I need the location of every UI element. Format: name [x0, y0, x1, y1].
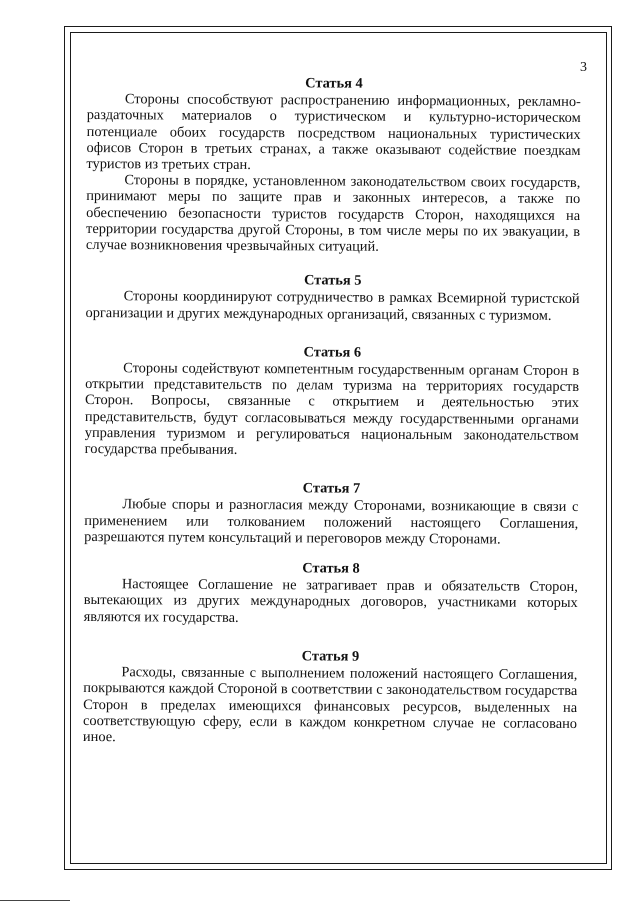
article-7 — [84, 479, 578, 548]
article-heading: Статья 8 — [302, 560, 360, 577]
article-heading: Статья 7 — [302, 480, 361, 497]
article-paragraph: Настоящее Соглашение не затрагивает прав и обязательств Сторон, вытекающих из других международных договоров, участниками которых являются их государства. — [83, 576, 578, 626]
article-paragraph: Стороны координируют сотрудничество в рамках Всемирной туристской организации и других международных организаций, связанных с туризмом. — [85, 288, 580, 324]
footer-rule — [0, 900, 70, 901]
page-number: 3 — [580, 60, 587, 75]
article-8 — [84, 559, 578, 628]
article-heading: Статья 6 — [303, 344, 362, 361]
article-paragraph: Расходы, связанные с выполнением положений настоящего Соглашения, покрываются каждой Стороной в соответствии с законодательством государства Сторон в пределах имеющихся финансовых ресурсов, выделенных на соответствующую сферу, если в каждом конкретном случае не согласовано иное. — [82, 664, 578, 746]
article-4 — [86, 74, 581, 256]
article-paragraph: Стороны содействуют компетентным государственным органам Сторон в открытии представительств по делам туризма на территориях государств Сторон. Вопросы, связанные с открытием и деятельностью этих представительств, будут согласовываться между государственными органами управления туризмом и регулироваться национальным законодательством государства пребывания. — [84, 360, 580, 458]
article-paragraph: Стороны в порядке, установленном законодательством своих государств, принимают меры по защите прав и законных интересов, а также по обеспечению безопасности туристов государств Сторон, находящихся на территории государства другой Стороны, в том числе меры по их эвакуации, в случае возникновения чрезвычайных ситуаций. — [85, 172, 581, 255]
article-9 — [83, 647, 578, 748]
article-6 — [85, 343, 580, 460]
article-paragraph: Любые споры и разногласия между Сторонами, возникающие в связи с применением или толкованием положений настоящего Соглашения, разрешаются путем консультаций и переговоров между Сторонами. — [84, 496, 579, 548]
document-body — [83, 74, 581, 748]
article-paragraph: Стороны способствуют распространению информационных, рекламно-раздаточных материалов о туристическом и культурно-историческом потенциале обоих государств посредством национальных туристических офисов Сторон в третьих странах, а также оказывают содействие поездкам туристов из третьих стран. — [86, 91, 581, 174]
article-heading: Статья 4 — [305, 75, 363, 92]
article-heading: Статья 5 — [303, 272, 362, 289]
article-heading: Статья 9 — [301, 648, 360, 665]
article-5 — [85, 271, 579, 324]
